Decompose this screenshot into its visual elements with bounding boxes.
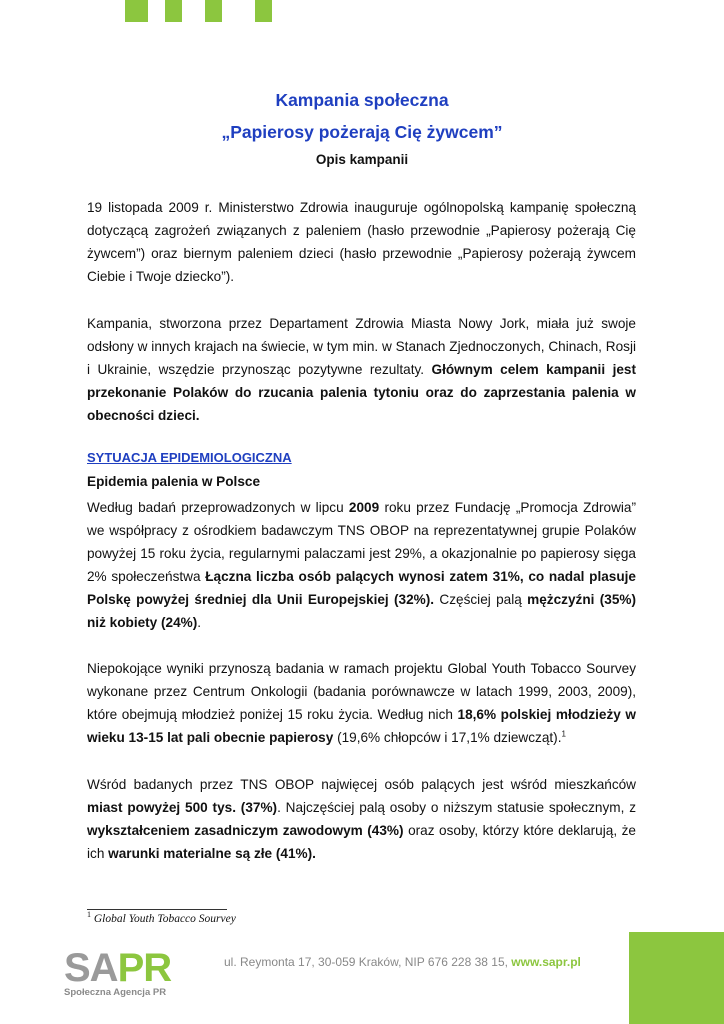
bold-text-run: Łączna liczba osób palących wynosi zatem 31%, co nadal plasuje Polskę powyżej średniej dla Unii Europejskiej (32%). [87, 569, 636, 607]
text-run: Wśród badanych przez TNS OBOP najwięcej osób palących jest wśród mieszkańców [87, 777, 636, 792]
header-decoration-bar [165, 0, 182, 22]
footnote-text: Global Youth Tobacco Sourvey [93, 913, 236, 925]
paragraph-intro: 19 listopada 2009 r. Ministerstwo Zdrowia inauguruje ogólnopolską kampanię społeczną dotyczącą zagrożeń związanych z paleniem (hasło przewodnie „Papierosy pożerają Cię żywcem”) oraz biernym paleniem dzieci (hasło przewodnie „Papierosy pożerają żywcem Ciebie i Twoje dziecko”). [87, 200, 636, 284]
website-link[interactable]: www.sapr.pl [511, 955, 581, 969]
paragraph-social-status [87, 773, 636, 865]
text-run: . Najczęściej palą osoby o niższym statusie społecznym, z [277, 800, 637, 815]
bold-text-run: miast powyżej 500 tys. (37%) [87, 800, 278, 815]
text-run: oraz osoby, którzy które deklarują, że ich [87, 823, 636, 861]
logo-text-gray: SA [64, 946, 118, 990]
text-run: . [197, 615, 202, 630]
logo-tagline: Społeczna Agencja PR [64, 987, 167, 998]
campaign-slogan: „Papierosy pożerają Cię żywcem” [221, 122, 503, 142]
text-run: roku przez Fundację „Promocja Zdrowia” we współpracy z ośrodkiem badawczym TNS OBOP na reprezentatywnej grupie Polaków powyżej 15 roku życia, regularnymi palaczami jest 29%, a okazjonalnie po papierosy sięga 2% społeczeństwa [87, 500, 636, 584]
bold-text-run: wykształceniem zasadniczym zawodowym (43%) [87, 823, 404, 838]
bold-text-run: warunki materialne są złe (41%). [108, 846, 316, 861]
header-decoration-bar [255, 0, 272, 22]
subsection-heading: Epidemia palenia w Polsce [87, 474, 261, 489]
header-decoration-bar [205, 0, 222, 22]
footer-address [224, 955, 581, 969]
paragraph-campaign-goal [87, 312, 636, 427]
text-run: Częściej palą [434, 592, 528, 607]
paragraph-survey-results [87, 496, 636, 634]
document-title: Kampania społeczna [275, 90, 449, 110]
footnote [87, 910, 236, 925]
logo-text-green: PR [117, 946, 172, 990]
logo-wordmark [64, 947, 174, 989]
section-heading: SYTUACJA EPIDEMIOLOGICZNA [87, 450, 292, 465]
footer-decoration-block [629, 932, 724, 1024]
bold-text-run: mężczyźni (35%) niż kobiety (24%) [87, 592, 636, 630]
text-run: (19,6% chłopców i 17,1% dziewcząt). [333, 730, 562, 745]
text-run: Niepokojące wyniki przynoszą badania w ramach projektu Global Youth Tobacco Sourvey wykonane przez Centrum Onkologii (badania porównawcze w latach 1999, 2003, 2009), które obejmują młodzież poniżej 15 roku życia. Według nich [87, 661, 636, 722]
text-run: Według badań przeprowadzonych w lipcu [87, 500, 349, 515]
footnote-number: 1 [87, 910, 91, 920]
bold-text-run: 2009 [348, 500, 380, 515]
footnote-reference[interactable]: 1 [561, 729, 566, 739]
address-text: ul. Reymonta 17, 30-059 Kraków, NIP 676 228 38 15, [224, 955, 512, 969]
document-subtitle: Opis kampanii [315, 152, 409, 167]
bold-text-run: Głównym celem kampanii jest przekonanie Polaków do rzucania palenia tytoniu oraz do zaprzestania palenia w obecności dzieci. [87, 362, 636, 423]
text-run: Kampania, stworzona przez Departament Zdrowia Miasta Nowy Jork, miała już swoje odsłony w innych krajach na świecie, w tym min. w Stanach Zjednoczonych, Chinach, Rosji i Ukrainie, wszędzie przynosząc pozytywne rezultaty. [87, 316, 636, 377]
bold-text-run: 18,6% polskiej młodzieży w wieku 13-15 lat pali obecnie papierosy [87, 707, 636, 745]
header-decoration-bar [125, 0, 148, 22]
footnote-divider [87, 909, 227, 910]
paragraph-youth-survey [87, 657, 636, 749]
company-logo [64, 947, 174, 998]
